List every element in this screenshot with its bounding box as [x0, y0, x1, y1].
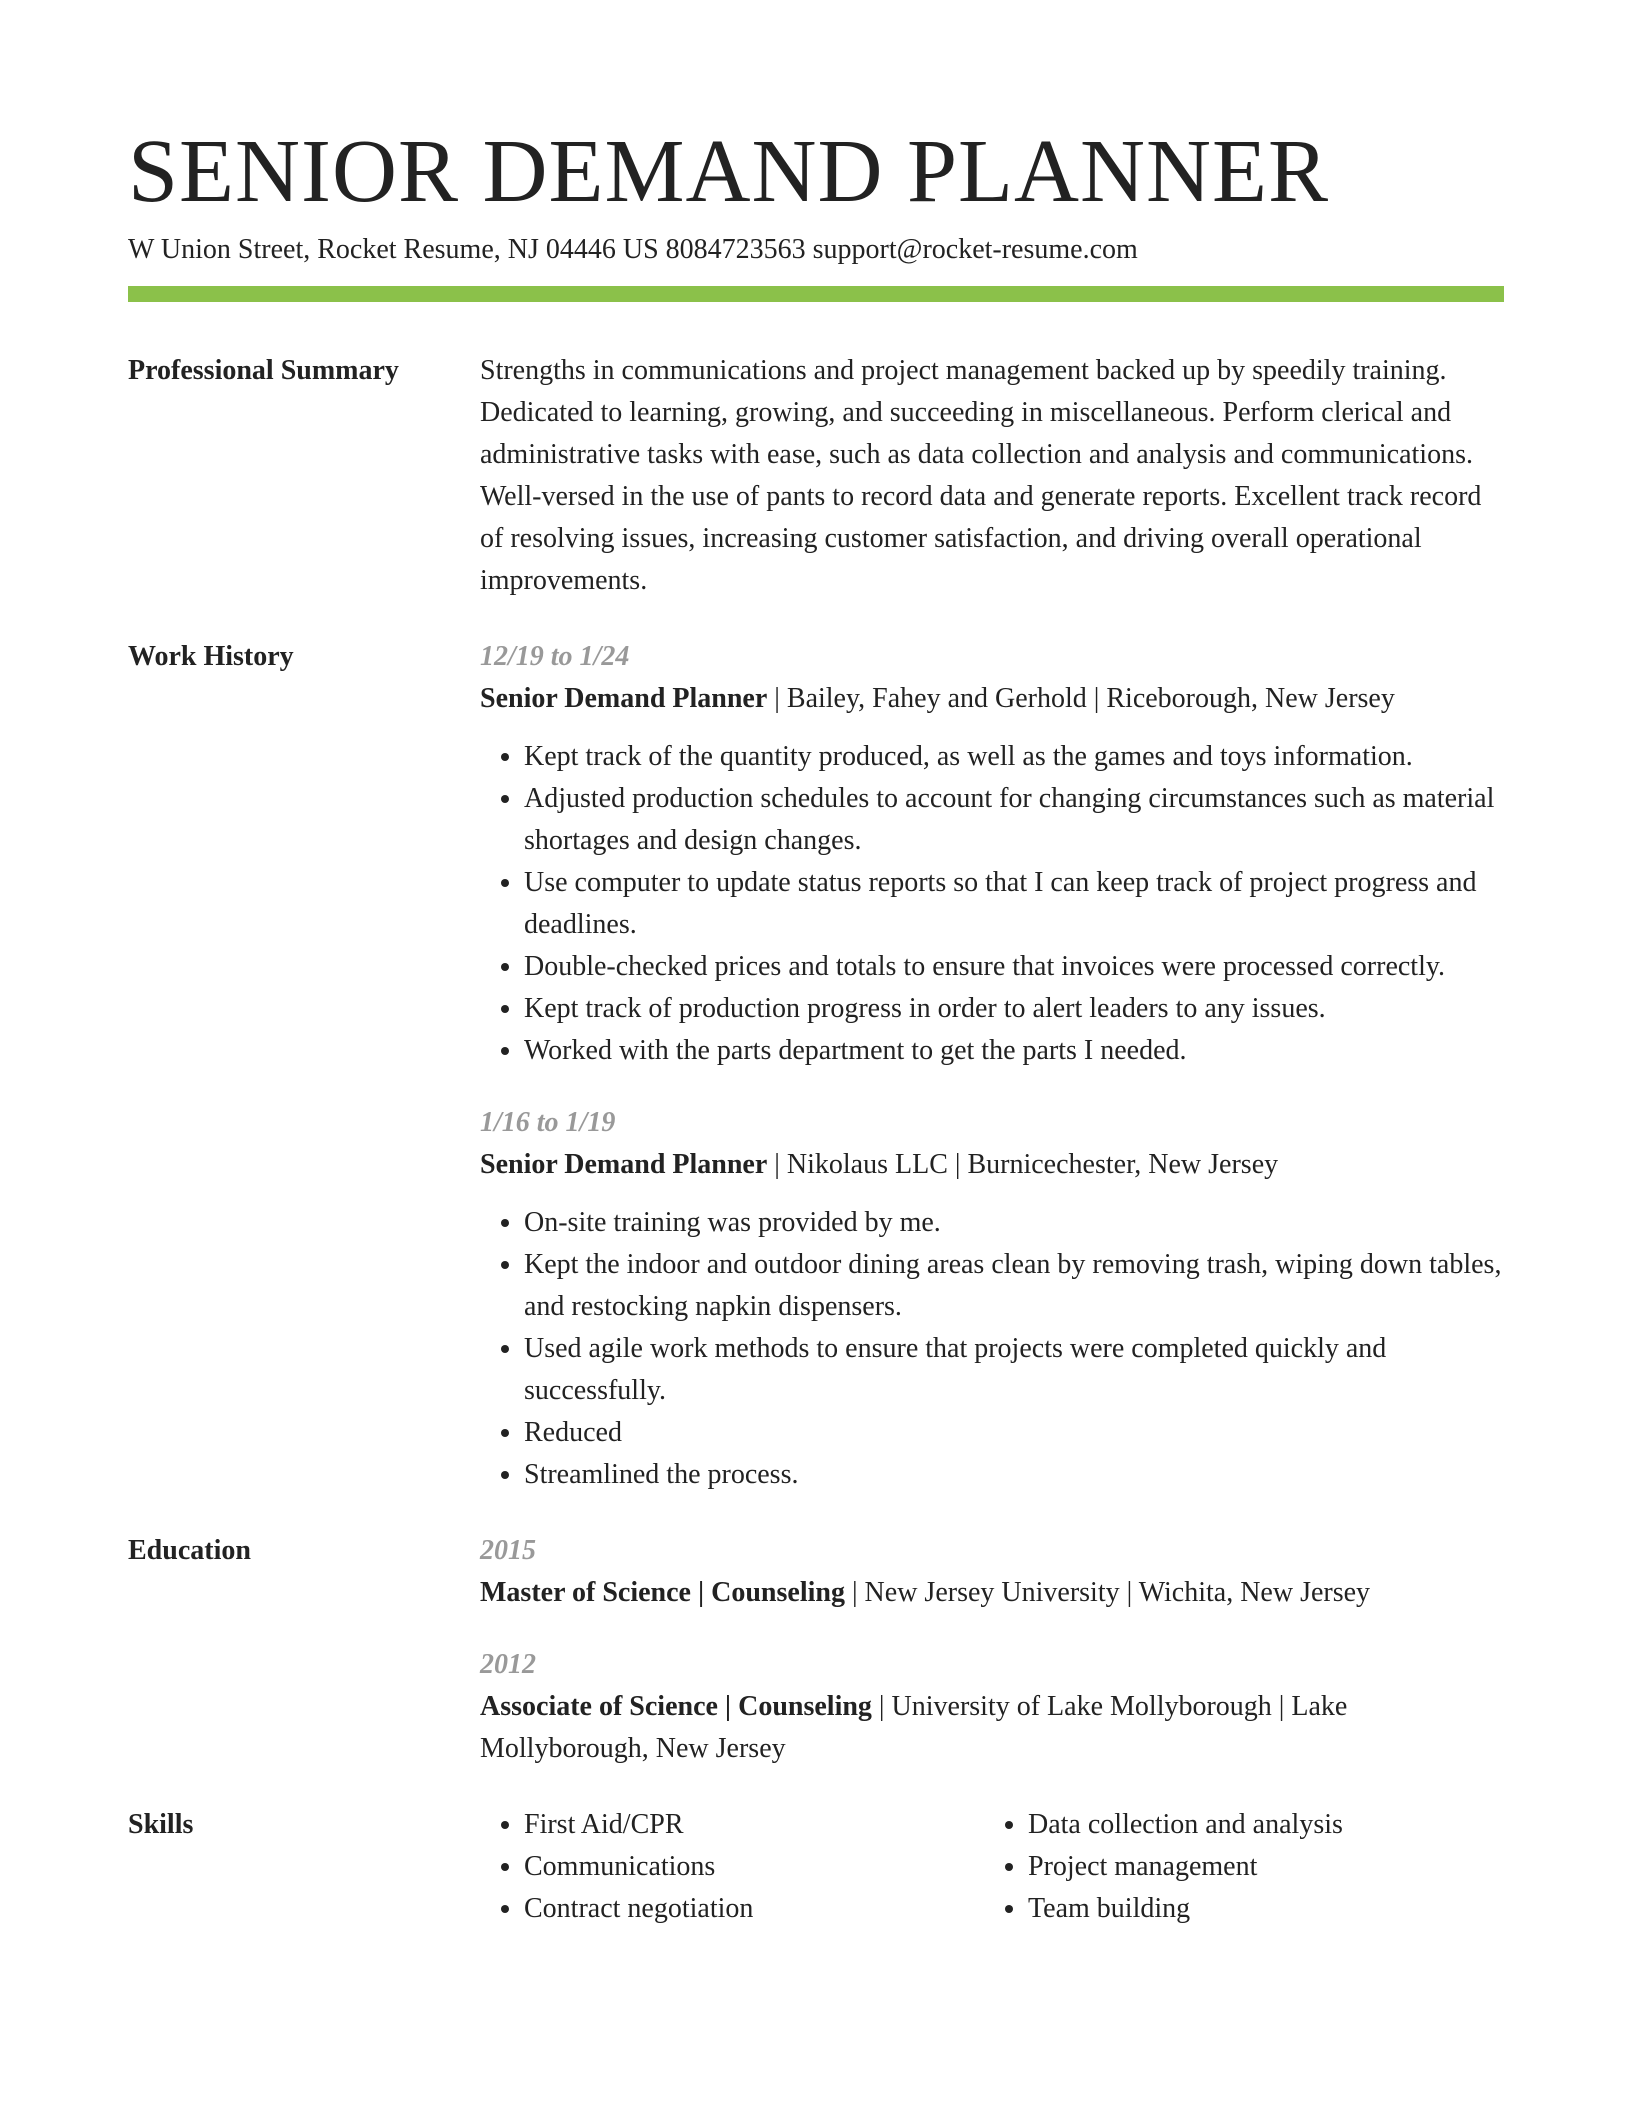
job-details: | Nikolaus LLC | Burnicechester, New Jersey — [767, 1149, 1279, 1180]
job-title: Senior Demand Planner — [480, 1149, 768, 1180]
skills-column-1 — [480, 1804, 984, 1930]
list-item: • Kept track of the quantity produced, as well as the games and toys information. — [524, 736, 1504, 778]
job-heading — [480, 1144, 1504, 1186]
education-date: 2015 — [480, 1535, 536, 1566]
section-work-history — [128, 636, 1504, 1496]
section-label-education: Education — [128, 1535, 251, 1566]
school-details: | New Jersey University | Wichita, New Jersey — [844, 1577, 1371, 1608]
summary-text: Strengths in communications and project management backed up by speedily training. Dedicated to learning, growing, and succeeding in miscellaneous. Perform clerical and administrative tasks with ease, such as data collection and analysis and communications. Well-versed in the use of pants to record data and generate reports. Excellent track record of resolving issues, increasing customer satisfaction, and driving overall operational improvements. — [480, 355, 1482, 596]
section-label-summary: Professional Summary — [128, 355, 399, 386]
list-item: • First Aid/CPR — [524, 1804, 984, 1846]
section-summary — [128, 350, 1504, 602]
job-heading — [480, 678, 1504, 720]
skills-column-2 — [984, 1804, 1488, 1930]
contact-info: W Union Street, Rocket Resume, NJ 04446 US 8084723563 support@rocket-resume.com — [128, 234, 1138, 265]
education-entry — [480, 1530, 1504, 1614]
job-title: Senior Demand Planner — [480, 683, 768, 714]
list-item: • Kept track of production progress in order to alert leaders to any issues. — [524, 988, 1504, 1030]
resume-sections — [128, 350, 1504, 1964]
section-education — [128, 1530, 1504, 1770]
list-item: • Reduced — [524, 1412, 1504, 1454]
summary-body — [480, 350, 1504, 602]
job-date: 12/19 to 1/24 — [480, 641, 630, 672]
job-date: 1/16 to 1/19 — [480, 1107, 616, 1138]
candidate-title: SENIOR DEMAND PLANNER — [128, 122, 1330, 221]
education-body — [480, 1530, 1504, 1770]
list-item: • Used agile work methods to ensure that projects were completed quickly and successfully. — [524, 1328, 1504, 1412]
list-item: • Project management — [1028, 1846, 1488, 1888]
list-item: • On-site training was provided by me. — [524, 1202, 1504, 1244]
list-item: • Data collection and analysis — [1028, 1804, 1488, 1846]
job-entry — [480, 636, 1504, 1072]
job-entry — [480, 1102, 1504, 1496]
list-item: • Team building — [1028, 1888, 1488, 1930]
accent-divider — [128, 286, 1504, 302]
list-item: • Adjusted production schedules to account for changing circumstances such as material shortages and design changes. — [524, 778, 1504, 862]
job-duties — [480, 736, 1504, 1072]
skills-body — [480, 1804, 1504, 1930]
list-item: • Double-checked prices and totals to ensure that invoices were processed correctly. — [524, 946, 1504, 988]
education-entry — [480, 1644, 1504, 1770]
section-label-work-history: Work History — [128, 641, 294, 672]
section-label-skills: Skills — [128, 1809, 194, 1840]
school-details: | University of Lake Mollyborough | Lake Mollyborough, New Jersey — [480, 1691, 1348, 1764]
list-item: • Kept the indoor and outdoor dining areas clean by removing trash, wiping down tables, and restocking napkin dispensers. — [524, 1244, 1504, 1328]
degree-name: Master of Science | Counseling — [480, 1577, 845, 1608]
education-heading — [480, 1686, 1504, 1770]
job-duties — [480, 1202, 1504, 1496]
list-item: • Streamlined the process. — [524, 1454, 1504, 1496]
list-item: • Contract negotiation — [524, 1888, 984, 1930]
degree-name: Associate of Science | Counseling — [480, 1691, 872, 1722]
list-item: • Worked with the parts department to get the parts I needed. — [524, 1030, 1504, 1072]
education-heading — [480, 1572, 1504, 1614]
list-item: • Communications — [524, 1846, 984, 1888]
list-item: • Use computer to update status reports so that I can keep track of project progress and deadlines. — [524, 862, 1504, 946]
education-date: 2012 — [480, 1649, 536, 1680]
job-details: | Bailey, Fahey and Gerhold | Riceborough, New Jersey — [767, 683, 1395, 714]
section-skills — [128, 1804, 1504, 1930]
work-history-body — [480, 636, 1504, 1496]
